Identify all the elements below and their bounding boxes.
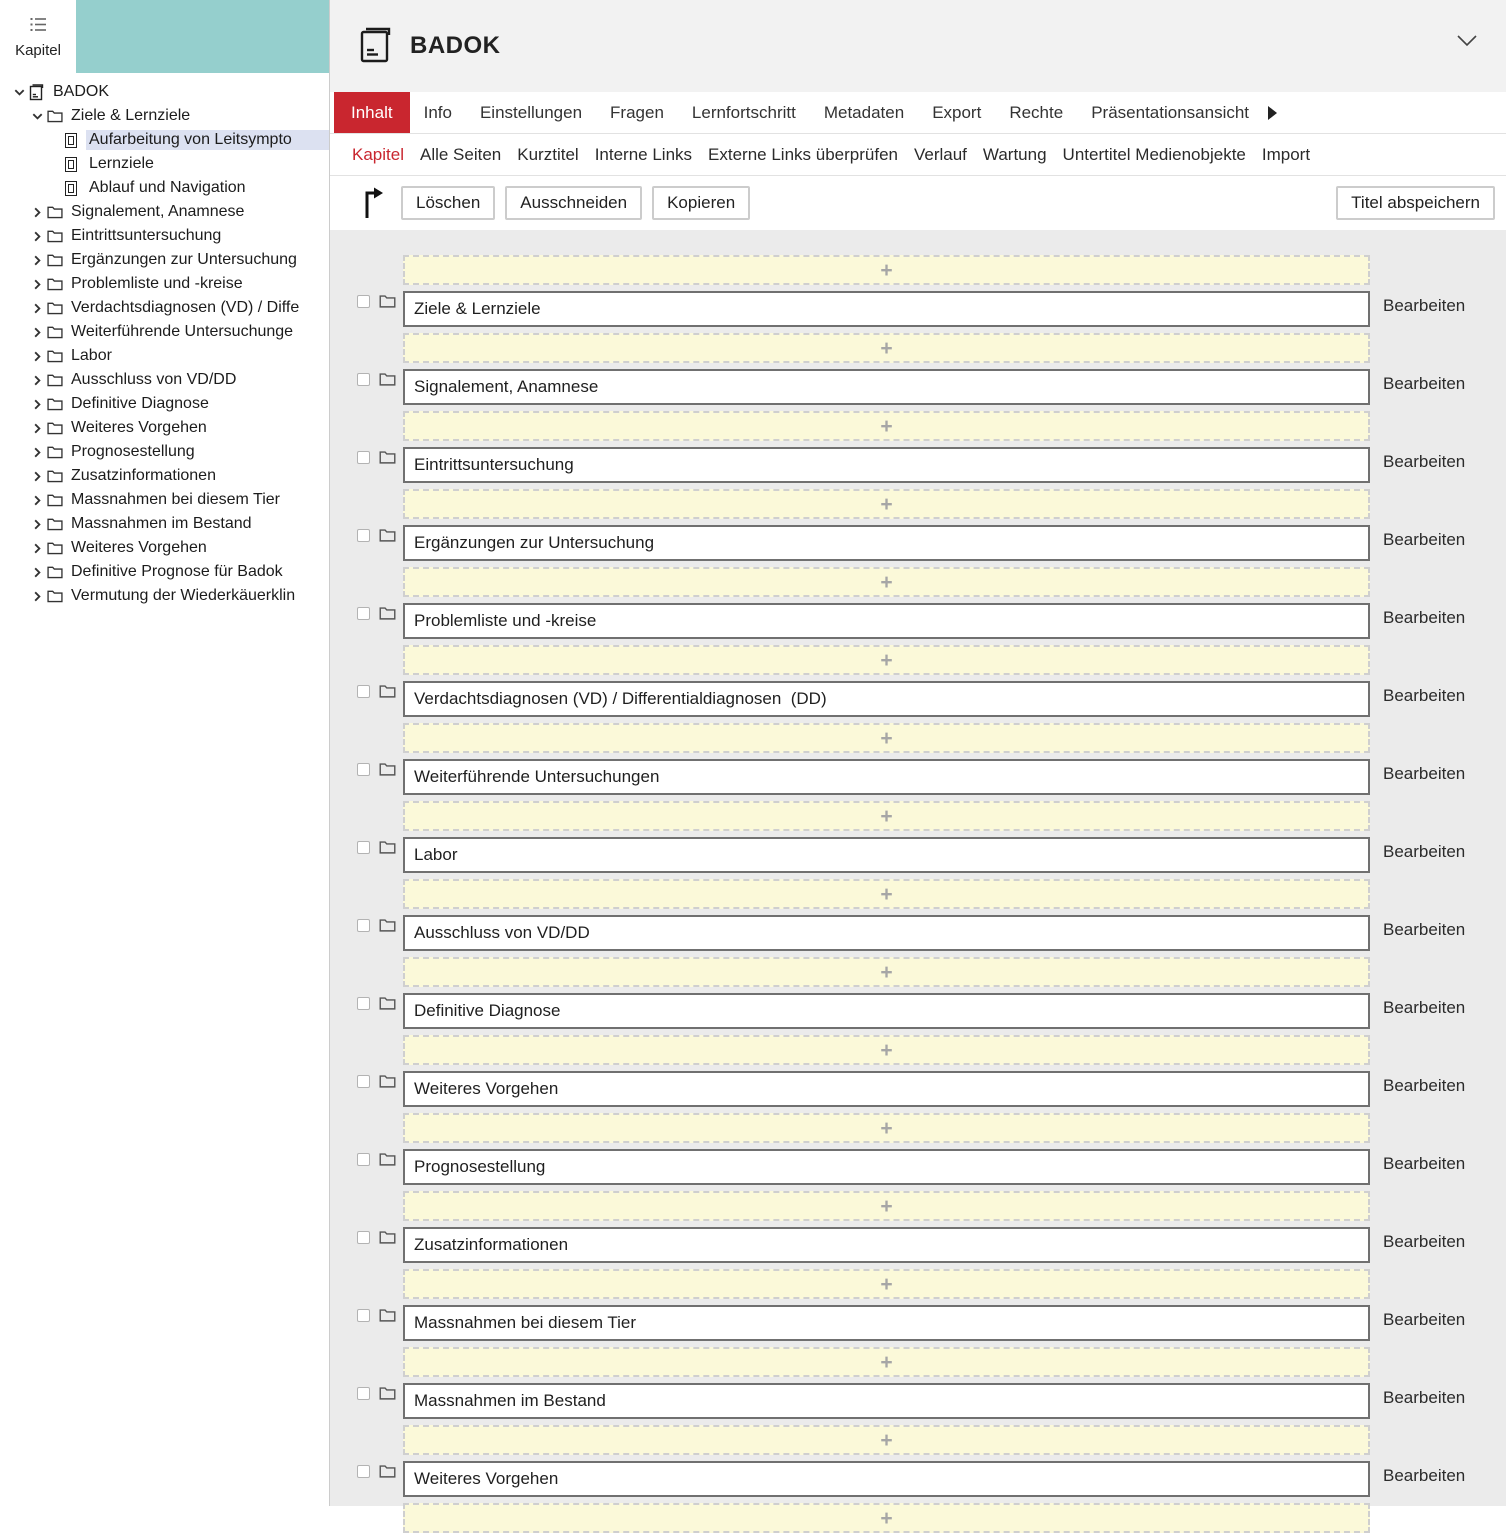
collapse-chevron-down-icon[interactable]: [1456, 34, 1478, 53]
tab-fragen[interactable]: Fragen: [610, 102, 664, 122]
chapter-title-input[interactable]: [403, 681, 1370, 717]
chapter-checkbox[interactable]: [357, 763, 370, 776]
sidebar-tab-label: Kapitel: [15, 41, 61, 59]
folder-icon: [379, 1308, 396, 1327]
plus-icon: +: [880, 882, 893, 906]
plus-icon: +: [880, 1116, 893, 1140]
plus-icon: +: [880, 1194, 893, 1218]
plus-icon: +: [880, 648, 893, 672]
chevron-right-icon[interactable]: [28, 326, 47, 339]
plus-icon: +: [880, 1350, 893, 1374]
chapter-checkbox[interactable]: [357, 685, 370, 698]
copy-button[interactable]: Kopieren: [652, 186, 750, 220]
folder-icon: [47, 109, 68, 123]
edit-chapter-link[interactable]: Bearbeiten: [1383, 1388, 1466, 1407]
edit-chapter-link[interactable]: Bearbeiten: [1383, 1466, 1466, 1485]
folder-icon: [379, 294, 396, 313]
plus-icon: +: [880, 258, 893, 282]
folder-icon: [47, 373, 68, 387]
chapter-checkbox[interactable]: [357, 1309, 370, 1322]
chevron-right-icon[interactable]: [28, 518, 47, 531]
chapter-checkbox[interactable]: [357, 1387, 370, 1400]
insert-chapter-bar[interactable]: [403, 411, 1370, 441]
tree-item-label: Aufarbeitung von Leitsympto: [86, 130, 329, 150]
tree-item-label: Definitive Diagnose: [71, 395, 209, 412]
tree-item[interactable]: [0, 416, 329, 440]
chapter-row: [357, 915, 1506, 951]
chapter-checkbox[interactable]: [357, 607, 370, 620]
edit-chapter-link[interactable]: Bearbeiten: [1383, 998, 1466, 1017]
folder-icon: [47, 349, 68, 363]
cut-button[interactable]: Ausschneiden: [505, 186, 642, 220]
folder-icon: [379, 606, 396, 625]
insert-chapter-bar[interactable]: [403, 1035, 1370, 1065]
tree-item[interactable]: [0, 224, 329, 248]
chapter-row: [357, 1461, 1506, 1497]
tree-item[interactable]: [0, 272, 329, 296]
tree-item-label: Problemliste und -kreise: [71, 275, 243, 292]
edit-chapter-link[interactable]: Bearbeiten: [1383, 296, 1466, 315]
tree-item-label: Ergänzungen zur Untersuchung: [71, 251, 297, 268]
folder-icon: [379, 996, 396, 1015]
subtab-externe-links-überprüfen[interactable]: Externe Links überprüfen: [708, 144, 898, 164]
chapter-checkbox[interactable]: [357, 373, 370, 386]
edit-chapter-link[interactable]: Bearbeiten: [1383, 452, 1466, 471]
chapter-checkbox[interactable]: [357, 1465, 370, 1478]
folder-icon: [47, 565, 68, 579]
main-panel: [330, 0, 1506, 1530]
tree-item-label: Ziele & Lernziele: [71, 107, 191, 124]
tree-item-label: Massnahmen im Bestand: [71, 515, 252, 532]
chevron-right-icon[interactable]: [28, 206, 47, 219]
chevron-right-icon[interactable]: [28, 374, 47, 387]
subtab-kurztitel[interactable]: Kurztitel: [517, 144, 579, 164]
subtab-interne-links[interactable]: Interne Links: [594, 144, 693, 164]
insert-chapter-bar[interactable]: [403, 879, 1370, 909]
chevron-down-icon[interactable]: [28, 110, 47, 123]
chapter-title-input[interactable]: [403, 837, 1370, 873]
edit-chapter-link[interactable]: Bearbeiten: [1383, 920, 1466, 939]
chapter-checkbox[interactable]: [357, 451, 370, 464]
edit-chapter-link[interactable]: Bearbeiten: [1383, 1154, 1466, 1173]
folder-icon: [47, 541, 68, 555]
sidebar-tab-kapitel[interactable]: [0, 0, 76, 73]
edit-chapter-link[interactable]: Bearbeiten: [1383, 608, 1466, 627]
chapter-title-input[interactable]: [403, 993, 1370, 1029]
folder-icon: [47, 277, 68, 291]
tree-item-label: Prognosestellung: [71, 443, 195, 460]
tree-item-label: Ablauf und Navigation: [89, 179, 246, 196]
chapter-title-input[interactable]: [403, 525, 1370, 561]
chapter-checkbox[interactable]: [357, 1153, 370, 1166]
insert-chapter-bar[interactable]: [403, 1503, 1370, 1533]
subtab-verlauf[interactable]: Verlauf: [913, 144, 967, 164]
tab-overflow-chevron-right-icon[interactable]: [1263, 92, 1280, 133]
tree-item-label: Signalement, Anamnese: [71, 203, 245, 220]
tree-item[interactable]: [0, 560, 329, 584]
folder-icon: [379, 840, 396, 859]
tree-item[interactable]: [0, 152, 329, 176]
edit-chapter-link[interactable]: Bearbeiten: [1383, 1076, 1466, 1095]
chapter-row: [357, 369, 1506, 405]
chapter-title-input[interactable]: [403, 603, 1370, 639]
insert-chapter-bar[interactable]: [403, 801, 1370, 831]
insert-chapter-bar[interactable]: [403, 645, 1370, 675]
tree-item-label: Zusatzinformationen: [71, 467, 216, 484]
chapter-row: [357, 1305, 1506, 1341]
edit-chapter-link[interactable]: Bearbeiten: [1383, 842, 1466, 861]
tab-rechte[interactable]: Rechte: [1009, 102, 1064, 122]
folder-icon: [379, 1230, 396, 1249]
chapter-row: [357, 759, 1506, 795]
tree-item[interactable]: [0, 80, 329, 104]
folder-icon: [47, 397, 68, 411]
chevron-right-icon[interactable]: [28, 302, 47, 315]
chapter-checkbox[interactable]: [357, 1075, 370, 1088]
insert-chapter-bar[interactable]: [403, 957, 1370, 987]
tree-item-label: Massnahmen bei diesem Tier: [71, 491, 280, 508]
tree-item-label: Weiterführende Untersuchunge: [71, 323, 294, 340]
chapter-row: [357, 837, 1506, 873]
folder-icon: [379, 1074, 396, 1093]
folder-icon: [47, 229, 68, 243]
secondary-tab-bar: [330, 134, 1506, 176]
tab-einstellungen[interactable]: Einstellungen: [479, 102, 583, 122]
edit-chapter-link[interactable]: Bearbeiten: [1383, 374, 1466, 393]
edit-chapter-link[interactable]: Bearbeiten: [1383, 764, 1466, 783]
tree-item[interactable]: [0, 536, 329, 560]
chapter-checkbox[interactable]: [357, 919, 370, 932]
chapter-row: [357, 603, 1506, 639]
chapter-row: [357, 525, 1506, 561]
edit-chapter-link[interactable]: Bearbeiten: [1383, 686, 1466, 705]
chapter-checkbox[interactable]: [357, 997, 370, 1010]
tree-item[interactable]: [0, 512, 329, 536]
chapter-title-input[interactable]: [403, 759, 1370, 795]
chevron-right-icon[interactable]: [28, 494, 47, 507]
folder-icon: [379, 1386, 396, 1405]
folder-icon: [379, 528, 396, 547]
page-icon: [65, 133, 86, 148]
folder-icon: [379, 684, 396, 703]
chapter-title-input[interactable]: [403, 369, 1370, 405]
plus-icon: +: [880, 414, 893, 438]
plus-icon: +: [880, 960, 893, 984]
tree-item-label: Lernziele: [89, 155, 154, 172]
primary-tab-bar: [330, 92, 1506, 134]
chevron-right-icon[interactable]: [28, 446, 47, 459]
insert-chapter-bar[interactable]: [403, 333, 1370, 363]
move-up-right-arrow-icon[interactable]: [363, 186, 385, 220]
sidebar-header-band: [76, 0, 329, 73]
sidebar-header: [0, 0, 329, 73]
chevron-down-icon[interactable]: [10, 86, 29, 99]
folder-icon: [47, 445, 68, 459]
chapter-title-input[interactable]: [403, 915, 1370, 951]
tree-item[interactable]: [0, 104, 329, 128]
tab-metadaten[interactable]: Metadaten: [823, 102, 905, 122]
subtab-untertitel-medienobjekte[interactable]: Untertitel Medienobjekte: [1062, 144, 1246, 164]
insert-chapter-bar[interactable]: [403, 489, 1370, 519]
tree-item[interactable]: [0, 464, 329, 488]
page-icon: [65, 157, 86, 172]
chevron-right-icon[interactable]: [28, 590, 47, 603]
folder-icon: [379, 372, 396, 391]
chapter-title-input[interactable]: [403, 1149, 1370, 1185]
tab-export[interactable]: Export: [932, 102, 982, 122]
folder-icon: [47, 205, 68, 219]
save-titles-button[interactable]: Titel abspeichern: [1336, 186, 1495, 220]
chapter-title-input[interactable]: [403, 1305, 1370, 1341]
tab-info[interactable]: Info: [423, 102, 452, 122]
plus-icon: +: [880, 804, 893, 828]
chapter-row: [357, 681, 1506, 717]
insert-chapter-bar[interactable]: [403, 255, 1370, 285]
edit-chapter-link[interactable]: Bearbeiten: [1383, 1310, 1466, 1329]
chapter-list-icon: [29, 15, 48, 39]
tree-item-label: Eintrittsuntersuchung: [71, 227, 222, 244]
plus-icon: +: [880, 1272, 893, 1296]
folder-icon: [379, 1464, 396, 1483]
chapter-row: [357, 1227, 1506, 1263]
chevron-right-icon[interactable]: [28, 350, 47, 363]
tree-item[interactable]: [0, 200, 329, 224]
insert-chapter-bar[interactable]: [403, 1425, 1370, 1455]
folder-icon: [47, 421, 68, 435]
subtab-kapitel[interactable]: Kapitel: [352, 144, 404, 164]
chapter-row: [357, 993, 1506, 1029]
subtab-alle-seiten[interactable]: Alle Seiten: [419, 144, 502, 164]
edit-chapter-link[interactable]: Bearbeiten: [1383, 530, 1466, 549]
case-book-icon: [358, 24, 392, 69]
insert-chapter-bar[interactable]: [403, 567, 1370, 597]
chevron-right-icon[interactable]: [28, 398, 47, 411]
chapter-checkbox[interactable]: [357, 295, 370, 308]
tab-lernfortschritt[interactable]: Lernfortschritt: [691, 102, 796, 122]
insert-chapter-bar[interactable]: [403, 1113, 1370, 1143]
chapter-tree: [0, 73, 329, 608]
case-book-icon: [29, 83, 50, 101]
insert-chapter-bar[interactable]: [403, 1269, 1370, 1299]
tree-item-label: Definitive Prognose für Badok: [71, 563, 283, 580]
tree-item[interactable]: [0, 368, 329, 392]
edit-chapter-link[interactable]: Bearbeiten: [1383, 1232, 1466, 1251]
tree-item[interactable]: [0, 248, 329, 272]
folder-icon: [47, 325, 68, 339]
folder-icon: [379, 450, 396, 469]
folder-icon: [379, 1152, 396, 1171]
folder-icon: [47, 301, 68, 315]
chapter-row: [357, 1383, 1506, 1419]
chapter-title-input[interactable]: [403, 1461, 1370, 1497]
chapter-title-input[interactable]: [403, 291, 1370, 327]
chevron-right-icon[interactable]: [28, 230, 47, 243]
plus-icon: +: [880, 1506, 893, 1530]
tree-item-label: Vermutung der Wiederkäuerklin: [71, 587, 296, 604]
folder-icon: [47, 589, 68, 603]
chapter-sidebar: [0, 0, 330, 1506]
chevron-right-icon[interactable]: [28, 254, 47, 267]
tree-item[interactable]: [0, 440, 329, 464]
tab-inhalt[interactable]: Inhalt: [334, 92, 410, 133]
folder-icon: [47, 517, 68, 531]
chevron-right-icon[interactable]: [28, 542, 47, 555]
chapter-row: [357, 447, 1506, 483]
chapter-list: [330, 230, 1506, 1530]
chapter-checkbox[interactable]: [357, 841, 370, 854]
subtab-wartung[interactable]: Wartung: [982, 144, 1047, 164]
tab-präsentationsansicht[interactable]: Präsentationsansicht: [1091, 102, 1250, 122]
tree-item[interactable]: [0, 488, 329, 512]
folder-icon: [379, 918, 396, 937]
main-header: [330, 0, 1506, 92]
tree-item[interactable]: [0, 296, 329, 320]
tree-item[interactable]: [0, 392, 329, 416]
tree-item-label: BADOK: [53, 83, 110, 100]
plus-icon: +: [880, 492, 893, 516]
tree-item-label: Labor: [71, 347, 112, 364]
chapter-title-input[interactable]: [403, 1071, 1370, 1107]
tree-item[interactable]: [0, 344, 329, 368]
chapter-title-input[interactable]: [403, 1383, 1370, 1419]
insert-chapter-bar[interactable]: [403, 1347, 1370, 1377]
chevron-right-icon[interactable]: [28, 278, 47, 291]
folder-icon: [47, 493, 68, 507]
tree-item[interactable]: [0, 176, 329, 200]
plus-icon: +: [880, 1038, 893, 1062]
insert-chapter-bar[interactable]: [403, 1191, 1370, 1221]
chevron-right-icon[interactable]: [28, 566, 47, 579]
chevron-right-icon[interactable]: [28, 422, 47, 435]
folder-icon: [47, 253, 68, 267]
plus-icon: +: [880, 1428, 893, 1452]
folder-icon: [379, 762, 396, 781]
tree-item-label: Ausschluss von VD/DD: [71, 371, 237, 388]
plus-icon: +: [880, 336, 893, 360]
chapter-checkbox[interactable]: [357, 529, 370, 542]
insert-chapter-bar[interactable]: [403, 723, 1370, 753]
tree-item-label: Weiteres Vorgehen: [71, 419, 207, 436]
chapter-title-input[interactable]: [403, 447, 1370, 483]
folder-icon: [47, 469, 68, 483]
chapter-title-input[interactable]: [403, 1227, 1370, 1263]
subtab-import[interactable]: Import: [1261, 144, 1311, 164]
chevron-right-icon[interactable]: [28, 470, 47, 483]
tree-item[interactable]: [0, 128, 329, 152]
tree-item[interactable]: [0, 584, 329, 608]
delete-button[interactable]: Löschen: [401, 186, 495, 220]
plus-icon: +: [880, 726, 893, 750]
tree-item[interactable]: [0, 320, 329, 344]
plus-icon: +: [880, 570, 893, 594]
page-title: BADOK: [410, 32, 501, 59]
chapter-toolbar: [330, 176, 1506, 230]
chapter-row: [357, 1149, 1506, 1185]
page-icon: [65, 181, 86, 196]
tree-item-label: Weiteres Vorgehen: [71, 539, 207, 556]
tree-item-label: Verdachtsdiagnosen (VD) / Diffe: [71, 299, 300, 316]
chapter-row: [357, 1071, 1506, 1107]
chapter-row: [357, 291, 1506, 327]
chapter-checkbox[interactable]: [357, 1231, 370, 1244]
